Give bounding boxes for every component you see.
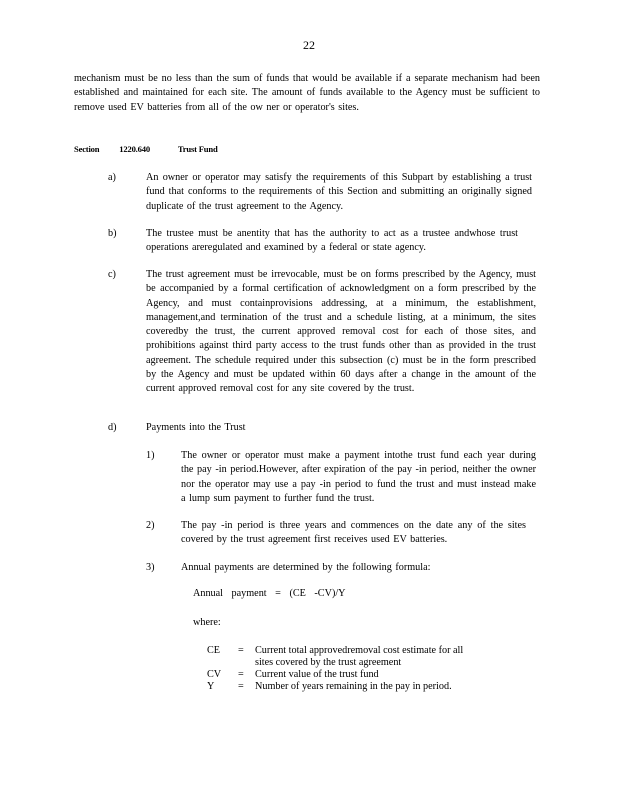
subitem-3-label: 3) [146,562,155,573]
definition-equals: = [238,645,244,656]
definition-equals: = [238,681,244,692]
definition-equals: = [238,669,244,680]
item-d-text: Payments into the Trust [146,422,246,433]
subitem-1-label: 1) [146,450,155,461]
section-label: Section [74,144,100,154]
where-label: where: [193,617,221,628]
subitem-2-label: 2) [146,520,155,531]
annual-payment-formula: Annual payment = (CE -CV)/Y [193,588,346,599]
item-c-label: c) [108,269,116,280]
subitem-3-text: Annual payments are determined by the following formula: [181,562,431,573]
item-b-label: b) [108,228,117,239]
definition-variable: CE [207,645,221,656]
section-number: 1220.640 [119,144,150,154]
subitem-2-text: The pay -in period is three years and commences on the date any of the sites covered by the trust agreement first receives used EV batteries. [181,520,526,546]
definition-variable: Y [207,681,215,692]
page-number: 22 [303,38,315,52]
subitem-1-text: The owner or operator must make a payment intothe trust fund each year during the pay -in period.However, after expiration of the pay -in period, neither the owner nor the operator may use a pay -in period to fund the trust and must instead make a lump sum payment to further fund the trust. [181,450,536,504]
item-c-text: The trust agreement must be irrevocable, must be on forms prescribed by the Agency, must be accompanied by a formal certification of acknowledgment on a form prescribed by the Agency, and must containprovisions addressing, at a minimum, the establishment, management,and termination of the trust and a schedule listing, at a minimum, the sites coveredby the trust, the current approved removal cost for each of those sites, and prohibitions against third party access to the trust funds other than as provided in the trust agreement. The schedule required under this subsection (c) must be in the form prescribed by the Agency and must be updated within 60 days after a change in the amount of the current approved removal cost for any site covered by the trust. [146,269,536,395]
section-title: Trust Fund [177,144,218,154]
item-b-text: The trustee must be anentity that has the authority to act as a trustee andwhose trust operations areregulated and examined by a federal or state agency. [146,228,518,254]
item-d-label: d) [108,422,117,433]
item-a-label: a) [108,172,116,183]
item-a-text: An owner or operator may satisfy the requirements of this Subpart by establishing a trust fund that conforms to the requirements of this Section and submitting an originally signed duplicate of the trust agreement to the Agency. [146,172,532,212]
definition-description: Current value of the trust fund [255,669,379,680]
definition-description: Number of years remaining in the pay in period. [255,681,452,692]
definition-description: Current total approvedremoval cost estimate for all sites covered by the trust agreement [255,645,464,668]
intro-paragraph: mechanism must be no less than the sum of funds that would be available if a separate mechanism had been established and maintained for each site. The amount of funds available to the Agency must be sufficient to remove used EV batteries from all of the ow ner or operator's sites. [74,73,540,113]
section-heading [74,144,218,154]
definition-variable: CV [207,669,222,680]
